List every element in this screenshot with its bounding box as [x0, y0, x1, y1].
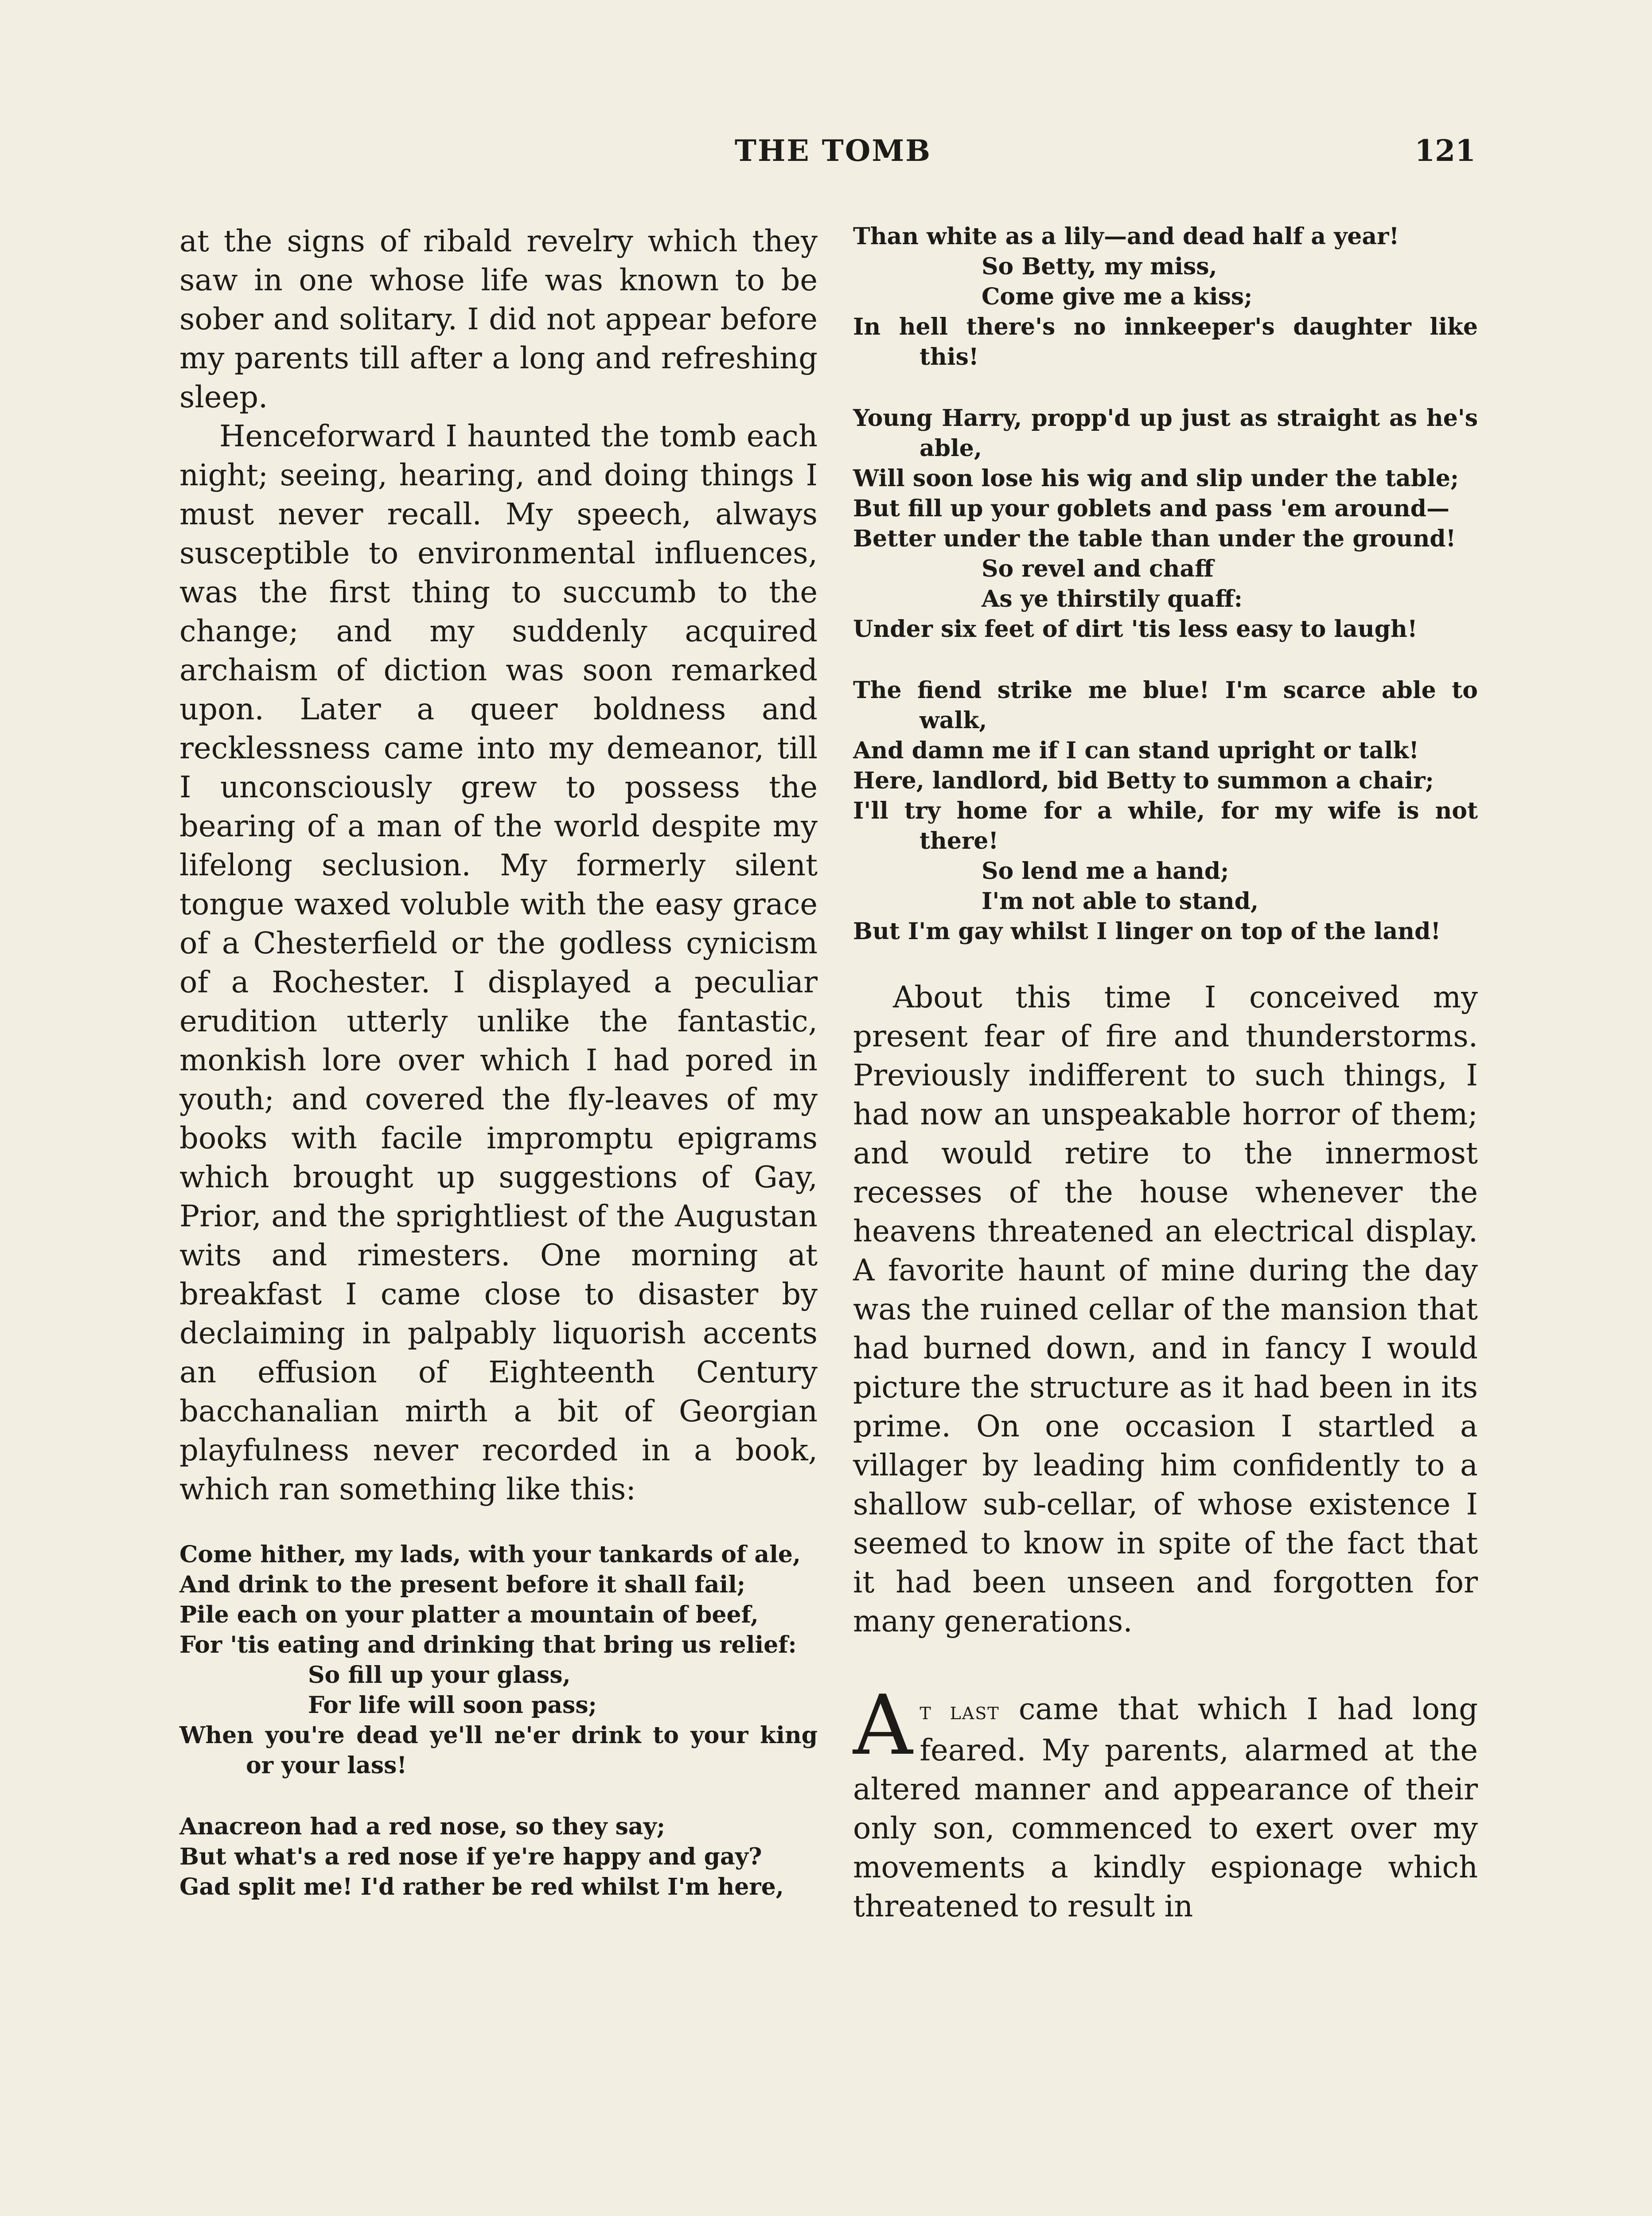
verse-line: For 'tis eating and drinking that bring us relief:: [179, 1631, 797, 1658]
verse-refrain-line: As ye thirstily quaff:: [982, 585, 1243, 613]
verse-line: The fiend strike me blue! I'm scarce able to walk,: [853, 677, 1478, 734]
verse-line: Than white as a lily—and dead half a year!: [853, 223, 1399, 250]
verse-stanza: [179, 1812, 818, 1902]
verse-line: But what's a red nose if ye're happy and gay?: [179, 1843, 762, 1870]
drop-cap: A: [853, 1677, 913, 1773]
verse-line: But fill up your goblets and pass 'em around—: [853, 495, 1449, 522]
verse-line: But I'm gay whilst I linger on top of the land!: [853, 918, 1441, 945]
verse-line: Young Harry, propp'd up just as straight as he's able,: [853, 405, 1478, 462]
verse-refrain-line: I'm not able to stand,: [982, 888, 1259, 915]
verse-stanza: [853, 403, 1478, 644]
small-caps-lead: t last: [920, 1697, 1000, 1725]
prose-block: [179, 222, 818, 1509]
verse-line: Pile each on your platter a mountain of beef,: [179, 1601, 759, 1628]
running-header: [0, 126, 1652, 175]
verse-refrain-line: So Betty, my miss,: [982, 253, 1217, 280]
verse-line: Here, landlord, bid Betty to summon a chair;: [853, 767, 1434, 794]
verse-stanza: [179, 1540, 818, 1781]
running-title: THE TOMB: [734, 133, 932, 168]
verse-refrain-line: Come give me a kiss;: [982, 283, 1253, 310]
verse-line: And damn me if I can stand upright or talk!: [853, 737, 1419, 764]
verse-refrain-line: So revel and chaff: [982, 555, 1214, 582]
verse-line: In hell there's no innkeeper's daughter like this!: [853, 313, 1478, 371]
verse-line: Gad split me! I'd rather be red whilst I'm here,: [179, 1873, 784, 1900]
verse-line: And drink to the present before it shall fail;: [179, 1571, 746, 1598]
page-number: 121: [1414, 133, 1476, 168]
verse-line: Better under the table than under the ground!: [853, 525, 1456, 552]
section-opening-paragraph: [853, 1677, 1478, 1926]
verse-line: When you're dead ye'll ne'er drink to your king or your lass!: [179, 1722, 818, 1779]
paragraph: at the signs of ribald revelry which they saw in one whose life was known to be sober and solitary. I did not appear before my parents till after a long and refreshing sleep.: [179, 224, 818, 414]
prose-block: [853, 978, 1478, 1926]
verse-refrain-line: So fill up your glass,: [308, 1662, 571, 1689]
paragraph-text: came that which I had long feared. My parents, alarmed at the altered manner and appearance of their only son, commenced to exert over my movements a kindly espionage which threatened to result in: [853, 1692, 1478, 1923]
paragraph: About this time I conceived my present fear of fire and thunderstorms. Previously indifferent to such things, I had now an unspeakable horror of them; and would retire to the innermost recesses of the house whenever the heavens threatened an electrical display. A favorite haunt of mine during the day was the ruined cellar of the mansion that had burned down, and in fancy I would picture the structure as it had been in its prime. On one occasion I startled a villager by leading him confidently to a shallow sub-cellar, of whose existence I seemed to know in spite of the fact that it had been unseen and forgotten for many generations.: [853, 980, 1478, 1639]
verse-line: Will soon lose his wig and slip under the table;: [853, 465, 1459, 492]
right-column: [853, 222, 1478, 1926]
verse-stanza: [853, 675, 1478, 947]
verse-line: I'll try home for a while, for my wife is not there!: [853, 797, 1478, 854]
verse-line: Come hither, my lads, with your tankards of ale,: [179, 1541, 801, 1568]
verse-refrain-line: So lend me a hand;: [982, 858, 1229, 885]
verse-refrain-line: For life will soon pass;: [308, 1692, 597, 1719]
verse-stanza: [853, 222, 1478, 372]
paragraph: Henceforward I haunted the tomb each night; seeing, hearing, and doing things I must never recall. My speech, always susceptible to environmental influences, was the first thing to succumb to the change; and my suddenly acquired archaism of diction was soon remarked upon. Later a queer boldness and recklessness came into my demeanor, till I unconsciously grew to possess the bearing of a man of the world despite my lifelong seclusion. My formerly silent tongue waxed voluble with the easy grace of a Chesterfield or the godless cynicism of a Rochester. I displayed a peculiar erudition utterly unlike the fantastic, monkish lore over which I had pored in youth; and covered the fly-leaves of my books with facile impromptu epigrams which brought up suggestions of Gay, Prior, and the sprightliest of the Augustan wits and rimesters. One morning at breakfast I came close to disaster by declaiming in palpably liquorish accents an effusion of Eighteenth Century bacchanalian mirth a bit of Georgian playfulness never recorded in a book, which ran something like this:: [179, 419, 818, 1506]
left-column: [179, 222, 818, 1902]
verse-line: Under six feet of dirt 'tis less easy to laugh!: [853, 616, 1418, 643]
verse-line: Anacreon had a red nose, so they say;: [179, 1813, 666, 1840]
